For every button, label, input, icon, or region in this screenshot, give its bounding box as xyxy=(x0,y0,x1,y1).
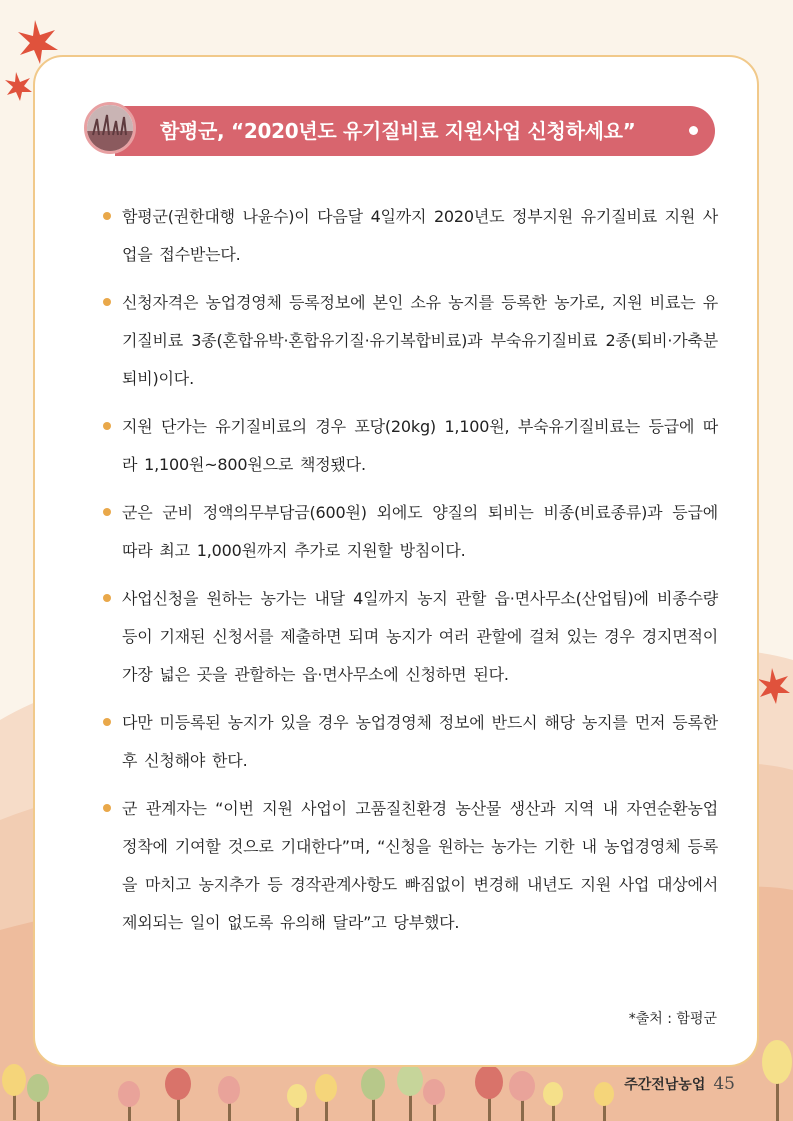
item-text: 다만 미등록된 농지가 있을 경우 농업경영체 정보에 반드시 해당 농지를 먼저 등록한 후 신청해야 한다. xyxy=(122,713,718,770)
list-item xyxy=(100,284,718,398)
item-text: 사업신청을 원하는 농가는 내달 4일까지 농지 관할 읍·면사무소(산업팀)에 비종수량 등이 기재된 신청서를 제출하면 되며 농지가 여러 관할에 걸쳐 있는 경우 경지면적이 가장 넓은 곳을 관할하는 읍·면사무소에 신청하면 된다. xyxy=(122,589,718,684)
item-text: 지원 단가는 유기질비료의 경우 포당(20kg) 1,100원, 부숙유기질비료는 등급에 따라 1,100원~800원으로 책정됐다. xyxy=(122,417,718,474)
field-emblem-icon xyxy=(84,102,136,154)
title-banner xyxy=(115,106,715,156)
item-text: 군은 군비 정액의무부담금(600원) 외에도 양질의 퇴비는 비종(비료종류)과 등급에 따라 최고 1,000원까지 추가로 지원할 방침이다. xyxy=(122,503,718,560)
article-body xyxy=(100,198,718,952)
list-item xyxy=(100,198,718,274)
list-item xyxy=(100,580,718,694)
page-title: 함평군, “2020년도 유기질비료 지원사업 신청하세요” xyxy=(160,119,636,143)
page-footer xyxy=(624,1074,735,1094)
item-text: 함평군(권한대행 나윤수)이 다음달 4일까지 2020년도 정부지원 유기질비료 지원 사업을 접수받는다. xyxy=(122,207,718,264)
banner-dot-icon xyxy=(689,126,698,135)
list-item xyxy=(100,790,718,942)
publication-name: 주간전남농업 xyxy=(624,1077,706,1093)
list-item xyxy=(100,408,718,484)
maple-leaf-icon xyxy=(5,72,32,101)
item-text: 군 관계자는 “이번 지원 사업이 고품질친환경 농산물 생산과 지역 내 자연순환농업 정착에 기여할 것으로 기대한다”며, “신청을 원하는 농가는 기한 내 농업경영체 등록을 마치고 농지추가 등 경작관계사항도 빠짐없이 변경해 내년도 지원 사업 대상에서 제외되는 일이 없도록 유의해 달라”고 당부했다. xyxy=(122,799,718,932)
page-number: 45 xyxy=(713,1074,735,1094)
source-credit: *출처 : 함평군 xyxy=(628,1011,717,1027)
list-item xyxy=(100,704,718,780)
list-item xyxy=(100,494,718,570)
item-text: 신청자격은 농업경영체 등록정보에 본인 소유 농지를 등록한 농가로, 지원 비료는 유기질비료 3종(혼합유박·혼합유기질·유기복합비료)과 부숙유기질비료 2종(퇴비·가축분퇴비)이다. xyxy=(122,293,718,388)
